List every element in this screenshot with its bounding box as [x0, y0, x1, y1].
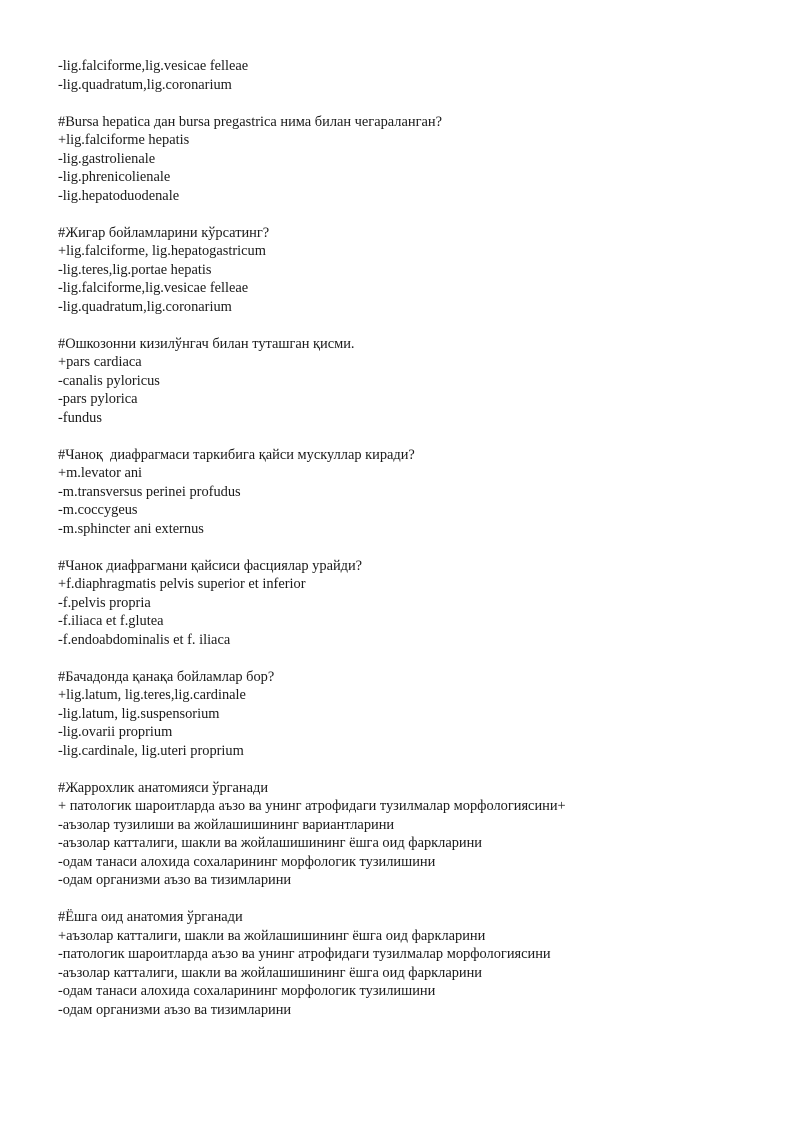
- answer-option: -lig.falciforme,lig.vesicae felleae: [58, 58, 249, 74]
- question-text: #Ошкозонни кизилўнгач билан туташган қисми.: [58, 335, 355, 352]
- question-block: [58, 908, 758, 1019]
- answer-option: -m.coccygeus: [58, 502, 138, 518]
- block-spacer: [58, 316, 758, 335]
- answer-option-correct: +lig.latum, lig.teres,lig.cardinale: [58, 687, 246, 703]
- answer-option: -одам танаси алохида сохаларининг морфологик тузилишини: [58, 983, 436, 999]
- answer-option-correct: +lig.falciforme, lig.hepatogastricum: [58, 243, 266, 259]
- answer-option: -lig.latum, lig.suspensorium: [58, 705, 220, 722]
- block-spacer: [58, 427, 758, 446]
- answer-option: -m.transversus perinei profudus: [58, 483, 241, 500]
- answer-option: -lig.quadratum,lig.coronarium: [58, 298, 232, 315]
- question-text: #Bursa hepatica дан bursa pregastrica нима билан чегараланган?: [58, 113, 442, 130]
- block-spacer: [58, 890, 758, 909]
- answer-option: -одам организми аъзо ва тизимларини: [58, 1001, 292, 1018]
- answer-option: -lig.phrenicolienale: [58, 169, 171, 185]
- question-text: #Чаноқ диафрагмаси таркибига қайси мускуллар киради?: [58, 446, 415, 463]
- answer-option: -аъзолар тузилиши ва жойлашишининг вариантларини: [58, 816, 395, 833]
- answer-option: -f.endoabdominalis et f. iliaca: [58, 631, 231, 648]
- answer-option: -pars pylorica: [58, 391, 138, 407]
- question-text: #Жигар бойламларини кўрсатинг?: [58, 224, 270, 241]
- question-block: [58, 779, 758, 890]
- answer-option: -аъзолар катталиги, шакли ва жойлашишининг ёшга оид фаркларини: [58, 835, 483, 851]
- answer-option-correct: +m.levator ani: [58, 465, 143, 481]
- answer-option: -f.iliaca et f.glutea: [58, 613, 164, 629]
- question-text: #Бачадонда қанақа бойламлар бор?: [58, 668, 275, 685]
- document-page: [58, 57, 758, 1019]
- answer-option: -m.sphincter ani externus: [58, 520, 204, 537]
- question-block: [58, 224, 758, 317]
- answer-option: -патологик шароитларда аъзо ва унинг атрофидаги тузилмалар морфологиясини: [58, 946, 551, 962]
- answer-option-correct: +lig.falciforme hepatis: [58, 132, 190, 148]
- question-block: [58, 335, 758, 428]
- question-text: #Жаррохлик анатомияси ўрганади: [58, 779, 269, 796]
- answer-option-correct: +аъзолар катталиги, шакли ва жойлашишининг ёшга оид фаркларини: [58, 927, 486, 944]
- question-block: [58, 57, 758, 94]
- block-spacer: [58, 760, 758, 779]
- question-text: #Чанок диафрагмани қайсиси фасциялар урайди?: [58, 557, 363, 574]
- answer-option-correct: +pars cardiaca: [58, 354, 142, 370]
- question-block: [58, 446, 758, 539]
- answer-option: -lig.hepatoduodenale: [58, 187, 180, 204]
- answer-option: -lig.falciforme,lig.vesicae felleae: [58, 280, 249, 296]
- answer-option: -lig.quadratum,lig.coronarium: [58, 76, 232, 93]
- question-block: [58, 113, 758, 206]
- block-spacer: [58, 538, 758, 557]
- block-spacer: [58, 94, 758, 113]
- block-spacer: [58, 649, 758, 668]
- answer-option: -одам танаси алохида сохаларининг морфологик тузилишини: [58, 853, 436, 870]
- question-text: #Ёшга оид анатомия ўрганади: [58, 909, 243, 925]
- answer-option: -fundus: [58, 409, 102, 426]
- answer-option: -lig.ovarii proprium: [58, 724, 173, 740]
- answer-option: -lig.gastrolienale: [58, 150, 156, 167]
- answer-option: -lig.teres,lig.portae hepatis: [58, 261, 212, 278]
- block-spacer: [58, 205, 758, 224]
- answer-option: -аъзолар катталиги, шакли ва жойлашишининг ёшга оид фаркларини: [58, 964, 483, 981]
- answer-option-correct: +f.diaphragmatis pelvis superior et inferior: [58, 576, 306, 592]
- question-block: [58, 668, 758, 761]
- answer-option: -lig.cardinale, lig.uteri proprium: [58, 742, 244, 759]
- answer-option: -canalis pyloricus: [58, 372, 160, 389]
- answer-option: -одам организми аъзо ва тизимларини: [58, 872, 292, 888]
- answer-option-correct: + патологик шароитларда аъзо ва унинг атрофидаги тузилмалар морфологиясини+: [58, 798, 566, 814]
- answer-option: -f.pelvis propria: [58, 594, 151, 611]
- question-block: [58, 557, 758, 650]
